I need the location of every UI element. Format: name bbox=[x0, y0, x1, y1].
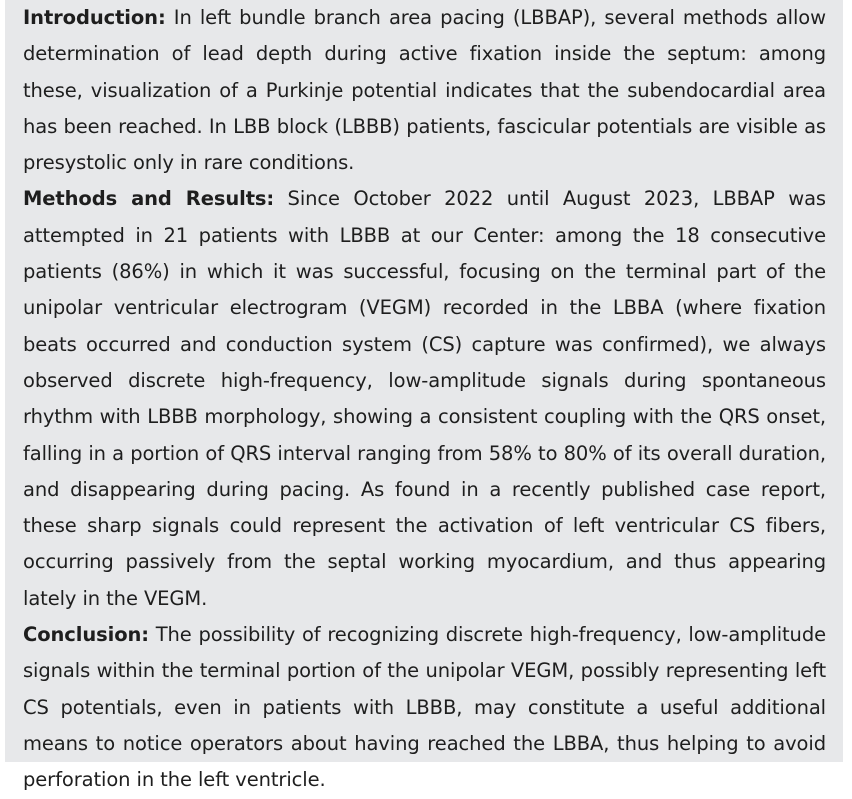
conclusion-body: The possibility of recognizing discrete high-frequency, low-amplitude signals within the terminal portion of the unipolar VEGM, possibly representing left CS potentials, even in patients with LBBB, may constitute a useful additional means to notice operators about having reached the LBBA, thus helping to avoid perforation in the left ventricle. bbox=[23, 623, 826, 792]
methods-results-paragraph bbox=[23, 181, 826, 617]
introduction-paragraph bbox=[23, 0, 826, 181]
conclusion-heading: Conclusion: bbox=[23, 623, 149, 647]
introduction-body: In left bundle branch area pacing (LBBAP), several methods allow determination of lead depth during active fixation inside the septum: among these, visualization of a Purkinje potential indicates that the subendocardial area has been reached. In LBB block (LBBB) patients, fascicular potentials are visible as presystolic only in rare conditions. bbox=[23, 6, 826, 175]
methods-results-heading: Methods and Results: bbox=[23, 187, 275, 211]
abstract-box bbox=[5, 0, 843, 792]
methods-results-body: Since October 2022 until August 2023, LBBAP was attempted in 21 patients with LBBB at our Center: among the 18 consecutive patients (86%) in which it was successful, focusing on the terminal part of the unipolar ventricular electrogram (VEGM) recorded in the LBBA (where fixation beats occurred and conduction system (CS) capture was confirmed), we always observed discrete high-frequency, low-amplitude signals during spontaneous rhythm with LBBB morphology, showing a consistent coupling with the QRS onset, falling in a portion of QRS interval ranging from 58% to 80% of its overall duration, and disappearing during pacing. As found in a recently published case report, these sharp signals could represent the activation of left ventricular CS fibers, occurring passively from the septal working myocardium, and thus appearing lately in the VEGM. bbox=[23, 187, 826, 610]
introduction-heading: Introduction: bbox=[23, 6, 166, 29]
conclusion-paragraph bbox=[23, 617, 826, 798]
